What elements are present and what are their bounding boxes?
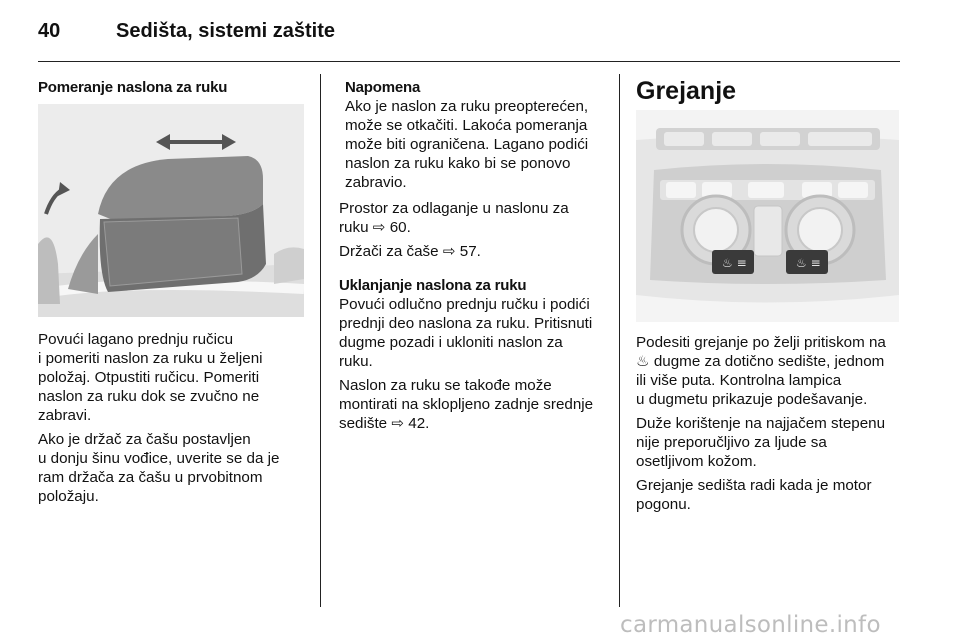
page-title: Sedišta, sistemi zaštite [116,20,335,42]
column-1-body [38,330,313,511]
page-header [38,20,900,56]
svg-text:♨ ≡: ♨ ≡ [796,256,821,270]
paragraph-remove: Povući odlučno prednju ručku i podići prednji deo naslona za ruku. Pritisnuti dugme pozadi i ukloniti naslon za ruku. [339,296,593,370]
note-box: Napomena Ako je naslon za ruku preopterećen, može se otkačiti. Lakoća pomeranja može biti ograničena. Lagano podići naslon za ruku kako bi se ponovo zabravio. [339,78,609,192]
svg-text:♨ ≡: ♨ ≡ [722,256,747,270]
section-heading-remove: Uklanjanje naslona za ruku [339,277,527,294]
paragraph-heating-warning: Duže korištenje na najjačem stepenu nije preporučljivo za ljude sa osetljivom kožom. [636,415,886,470]
watermark-text: carmanualsonline.info [620,612,881,638]
paragraph-heating-press: Podesiti grejanje po želji pritiskom na ♨ dugme za dotično sedište, jednom ili više puta. Kontrolna lampica u dugmetu prikazuje podešavanje. [636,334,886,408]
paragraph-cupholder: Ako je držač za čašu postavljen u donju šinu vođice, uverite se da je ram držača za čašu u prvobitnom položaju. [38,431,280,505]
paragraph-adjust: Povući lagano prednju ručicu i pomeriti naslon za ruku u željeni položaj. Otpustiti ručicu. Pomeriti naslon za ruku dok se zvučno ne zabravi. [38,331,263,424]
column-3 [636,76,904,106]
section-heading-armrest: Pomeranje naslona za ruku [38,79,228,96]
paragraph-rear-seat: Naslon za ruku se takođe može montirati na sklopljeno zadnje srednje sedište ⇨ 42. [339,377,594,432]
column-2 [339,78,609,438]
page-number: 40 [38,20,61,42]
heating-controls-illustration [636,110,899,322]
paragraph-heating-engine: Grejanje sedišta radi kada je motor pogonu. [636,477,872,513]
header-rule [38,61,900,62]
column-1 [38,78,308,97]
column-3-body [636,333,906,519]
column-divider-1 [320,74,321,607]
section-heading-heating: Grejanje [636,77,737,105]
note-heading: Napomena [345,79,421,96]
armrest-illustration [38,104,304,317]
column-divider-2 [619,74,620,607]
paragraph-storage: Prostor za odlaganje u naslonu za ruku ⇨ 60. [339,200,569,236]
paragraph-cups: Držači za čaše ⇨ 57. [339,243,481,260]
